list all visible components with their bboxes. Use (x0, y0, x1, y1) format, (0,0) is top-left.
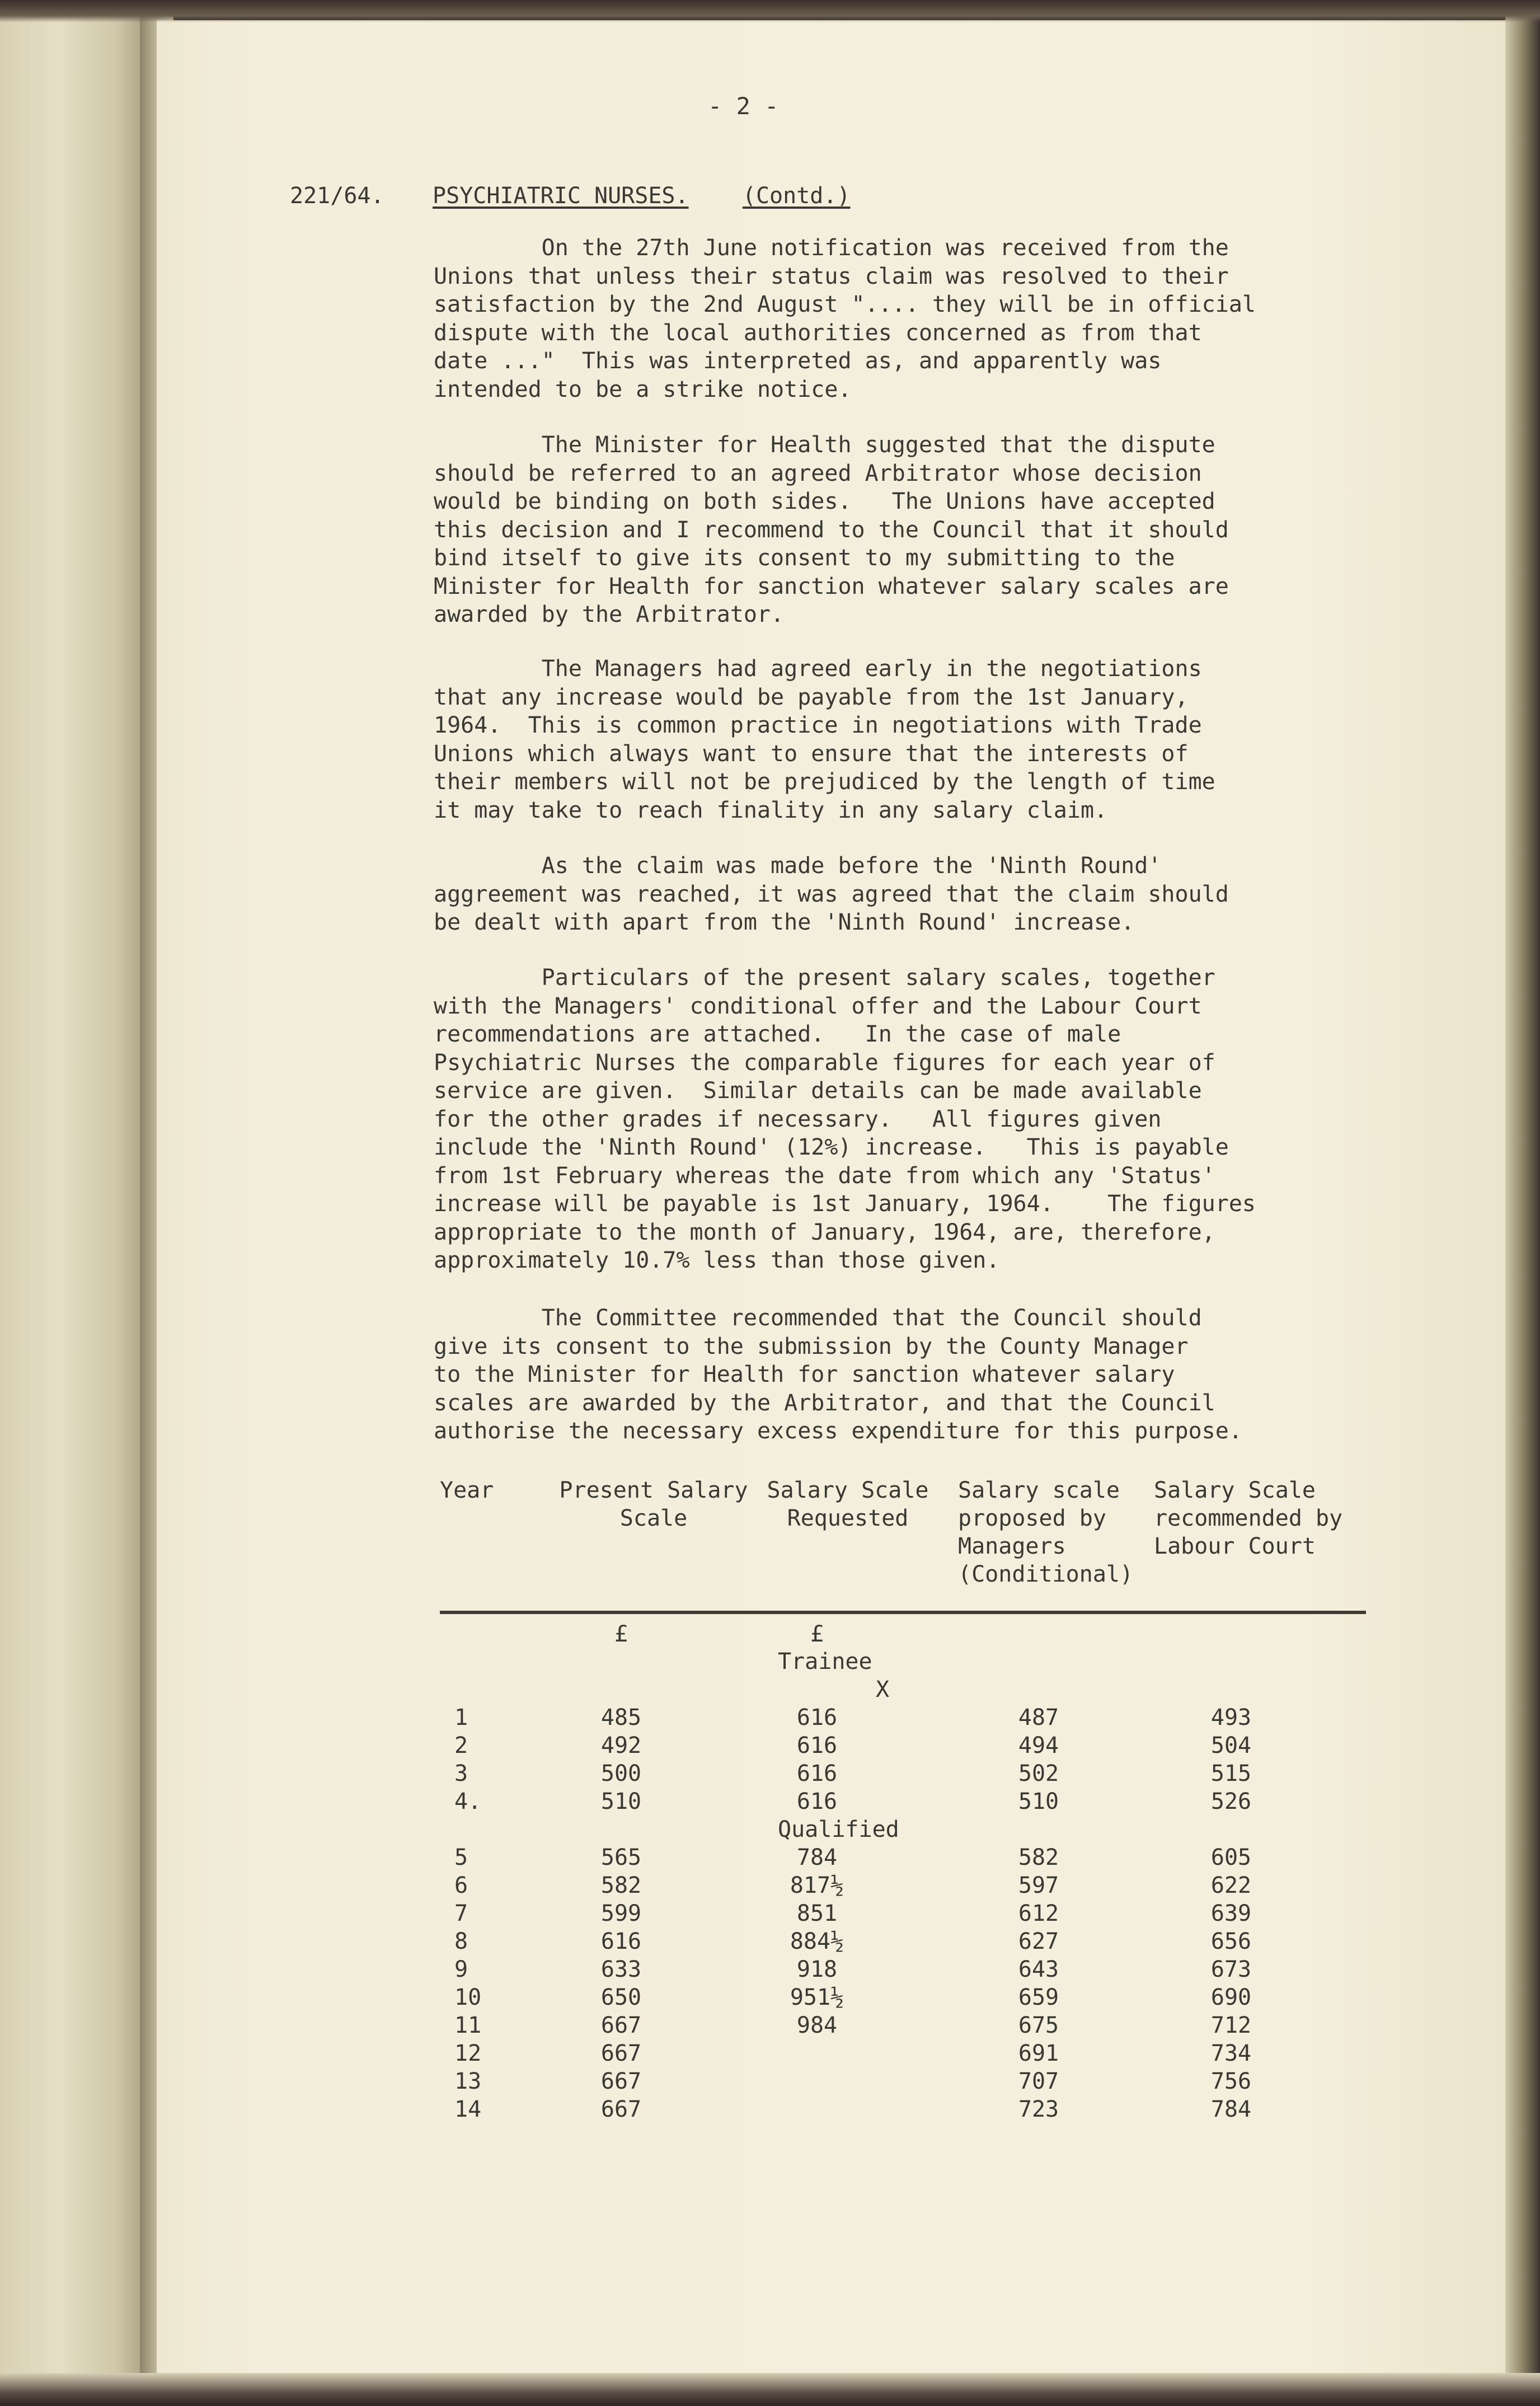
text-line: include the 'Ninth Round' (12%) increase. This is payable (434, 1134, 1229, 1160)
present-salary-cell: 667 (600, 2069, 642, 2094)
managers-proposal-cell: 643 (1018, 1957, 1059, 1982)
present-salary-cell: 582 (600, 1873, 642, 1898)
text-line: with the Managers' conditional offer and the Labour Court (434, 993, 1202, 1019)
requested-salary-cell: 817½ (790, 1873, 844, 1898)
year-cell: 8 (454, 1929, 468, 1954)
year-cell: 13 (454, 2069, 482, 2094)
header-line: Managers (958, 1533, 1066, 1559)
year-cell: 7 (454, 1901, 468, 1926)
year-cell: 10 (454, 1985, 482, 2010)
text-line: aggreement was reached, it was agreed that the claim should (434, 881, 1229, 907)
header-line: Salary scale (958, 1478, 1120, 1503)
table-header-labour-court (1154, 1476, 1342, 1560)
labour-court-cell: 504 (1210, 1733, 1252, 1758)
labour-court-cell: 734 (1210, 2041, 1252, 2066)
table-header-rule (440, 1611, 1366, 1614)
text-line: scales are awarded by the Arbitrator, and that the Council (434, 1390, 1215, 1416)
labour-court-cell: 690 (1210, 1985, 1252, 2010)
text-line: bind itself to give its consent to my submitting to the (434, 545, 1175, 571)
text-line: would be binding on both sides. The Unions have accepted (434, 489, 1215, 514)
labour-court-cell: 526 (1210, 1789, 1252, 1814)
requested-salary-cell: 616 (796, 1733, 838, 1758)
text-line: it may take to reach finality in any salary claim. (434, 797, 1108, 823)
header-line: Labour Court (1154, 1533, 1316, 1559)
year-cell: 12 (454, 2041, 482, 2066)
labour-court-cell: 673 (1210, 1957, 1252, 1982)
labour-court-cell: 622 (1210, 1873, 1252, 1898)
labour-court-cell: 639 (1210, 1901, 1252, 1926)
currency-requested: £ (810, 1621, 824, 1647)
present-salary-cell: 650 (600, 1985, 642, 2010)
paragraph-strike-notice (434, 234, 1340, 404)
paragraph-committee-recommendation (434, 1304, 1340, 1446)
requested-salary-cell: 616 (796, 1761, 838, 1786)
minute-reference: 221/64. (290, 183, 384, 209)
top-page-edge (0, 0, 1540, 22)
year-cell: 3 (454, 1761, 468, 1786)
table-header-managers (958, 1476, 1133, 1588)
managers-proposal-cell: 597 (1018, 1873, 1059, 1898)
facing-page-edge (0, 0, 147, 2406)
text-line: Minister for Health for sanction whatever salary scales are (434, 573, 1229, 599)
year-cell: 5 (454, 1845, 468, 1870)
text-line: from 1st February whereas the date from which any 'Status' (434, 1162, 1215, 1189)
requested-salary-cell: 616 (796, 1789, 838, 1814)
managers-proposal-cell: 627 (1018, 1929, 1059, 1954)
managers-proposal-cell: 487 (1018, 1705, 1059, 1730)
text-line: date ..." This was interpreted as, and apparently was (434, 348, 1162, 374)
header-line: Scale (619, 1505, 688, 1531)
paragraph-arbitration (434, 431, 1340, 629)
text-line: that any increase would be payable from the 1st January, (434, 684, 1189, 710)
requested-salary-cell: 884½ (790, 1929, 844, 1954)
labour-court-cell: 493 (1210, 1705, 1252, 1730)
managers-proposal-cell: 612 (1018, 1901, 1059, 1926)
managers-proposal-cell: 502 (1018, 1761, 1059, 1786)
managers-proposal-cell: 707 (1018, 2069, 1059, 2094)
header-line: Salary Scale (767, 1478, 929, 1503)
requested-salary-cell: 951½ (790, 1985, 844, 2010)
requested-salary-cell: 918 (796, 1957, 838, 1982)
header-line: Present Salary (559, 1478, 748, 1503)
present-salary-cell: 492 (600, 1733, 642, 1758)
text-line: dispute with the local authorities concerned as from that (434, 320, 1202, 346)
text-line: Psychiatric Nurses the comparable figures for each year of (434, 1049, 1215, 1076)
present-salary-cell: 667 (600, 2013, 642, 2038)
text-line: The Committee recommended that the Council should (434, 1305, 1202, 1331)
labour-court-cell: 784 (1210, 2097, 1252, 2122)
section-title (433, 182, 851, 210)
table-header-year: Year (440, 1478, 494, 1503)
band-trainee-label: Trainee (778, 1649, 872, 1675)
text-line: should be referred to an agreed Arbitrator whose decision (434, 460, 1202, 486)
text-line: their members will not be prejudiced by the length of time (434, 769, 1215, 795)
present-salary-cell: 510 (600, 1789, 642, 1814)
header-line: Requested (787, 1505, 909, 1531)
text-line: increase will be payable is 1st January, 1964. The figures (434, 1191, 1256, 1217)
text-line: authorise the necessary excess expenditure for this purpose. (434, 1418, 1242, 1444)
year-cell: 1 (454, 1705, 468, 1730)
requested-salary-cell: 784 (796, 1845, 838, 1870)
band-qualified-label: Qualified (778, 1817, 899, 1842)
labour-court-cell: 656 (1210, 1929, 1252, 1954)
text-line: to the Minister for Health for sanction whatever salary (434, 1362, 1175, 1387)
bottom-page-edge (0, 2373, 1540, 2406)
year-cell: 6 (454, 1873, 468, 1898)
text-line: awarded by the Arbitrator. (434, 602, 785, 627)
present-salary-cell: 616 (600, 1929, 642, 1954)
text-line: As the claim was made before the 'Ninth Round' (434, 853, 1162, 879)
text-line: for the other grades if necessary. All figures given (434, 1106, 1162, 1132)
text-line: Unions which always want to ensure that the interests of (434, 740, 1189, 767)
table-header-present (553, 1476, 754, 1532)
header-line: recommended by (1154, 1505, 1343, 1531)
present-salary-cell: 633 (600, 1957, 642, 1982)
managers-proposal-cell: 691 (1018, 2041, 1059, 2066)
text-line: give its consent to the submission by the County Manager (434, 1333, 1189, 1359)
year-cell: 2 (454, 1733, 468, 1758)
text-line: satisfaction by the 2nd August ".... they will be in official (434, 292, 1256, 317)
text-line: recommendations are attached. In the case of male (434, 1021, 1121, 1047)
text-line: 1964. This is common practice in negotiations with Trade (434, 712, 1202, 738)
section-title-suffix: (Contd.) (742, 183, 851, 209)
requested-salary-cell: 616 (796, 1705, 838, 1730)
band-trainee-mark: X (876, 1677, 890, 1703)
year-cell: 14 (454, 2097, 482, 2122)
present-salary-cell: 565 (600, 1845, 642, 1870)
paragraph-particulars (434, 964, 1340, 1275)
year-cell: 9 (454, 1957, 468, 1982)
text-line: intended to be a strike notice. (434, 376, 852, 402)
present-salary-cell: 599 (600, 1901, 642, 1926)
year-cell: 4. (454, 1789, 482, 1814)
labour-court-cell: 712 (1210, 2013, 1252, 2038)
text-line: The Minister for Health suggested that the dispute (434, 432, 1215, 458)
text-line: The Managers had agreed early in the negotiations (434, 656, 1202, 682)
managers-proposal-cell: 723 (1018, 2097, 1059, 2122)
text-line: Particulars of the present salary scales, together (434, 965, 1215, 991)
labour-court-cell: 515 (1210, 1761, 1252, 1786)
present-salary-cell: 500 (600, 1761, 642, 1786)
page-number: - 2 - (708, 92, 779, 120)
text-line: appropriate to the month of January, 1964, are, therefore, (434, 1219, 1215, 1245)
requested-salary-cell: 851 (796, 1901, 838, 1926)
table-header-requested (761, 1476, 935, 1532)
managers-proposal-cell: 675 (1018, 2013, 1059, 2038)
text-line: this decision and I recommend to the Council that it should (434, 517, 1229, 543)
right-page-edge (1505, 0, 1540, 2406)
labour-court-cell: 605 (1210, 1845, 1252, 1870)
managers-proposal-cell: 510 (1018, 1789, 1059, 1814)
managers-proposal-cell: 659 (1018, 1985, 1059, 2010)
header-line: proposed by (958, 1505, 1106, 1531)
year-cell: 11 (454, 2013, 482, 2038)
paragraph-payable-date (434, 655, 1340, 824)
text-line: approximately 10.7% less than those given. (434, 1247, 1000, 1273)
currency-present: £ (614, 1621, 628, 1647)
present-salary-cell: 485 (600, 1705, 642, 1730)
text-line: Unions that unless their status claim was resolved to their (434, 263, 1229, 289)
managers-proposal-cell: 494 (1018, 1733, 1059, 1758)
header-line: (Conditional) (958, 1561, 1134, 1587)
text-line: service are given. Similar details can be made available (434, 1078, 1202, 1104)
header-line: Salary Scale (1154, 1478, 1316, 1503)
text-line: On the 27th June notification was received from the (434, 235, 1229, 261)
managers-proposal-cell: 582 (1018, 1845, 1059, 1870)
section-title-text: PSYCHIATRIC NURSES. (433, 183, 689, 209)
paragraph-ninth-round (434, 852, 1340, 937)
requested-salary-cell: 984 (796, 2013, 838, 2038)
present-salary-cell: 667 (600, 2097, 642, 2122)
text-line: be dealt with apart from the 'Ninth Round' increase. (434, 909, 1135, 935)
present-salary-cell: 667 (600, 2041, 642, 2066)
labour-court-cell: 756 (1210, 2069, 1252, 2094)
